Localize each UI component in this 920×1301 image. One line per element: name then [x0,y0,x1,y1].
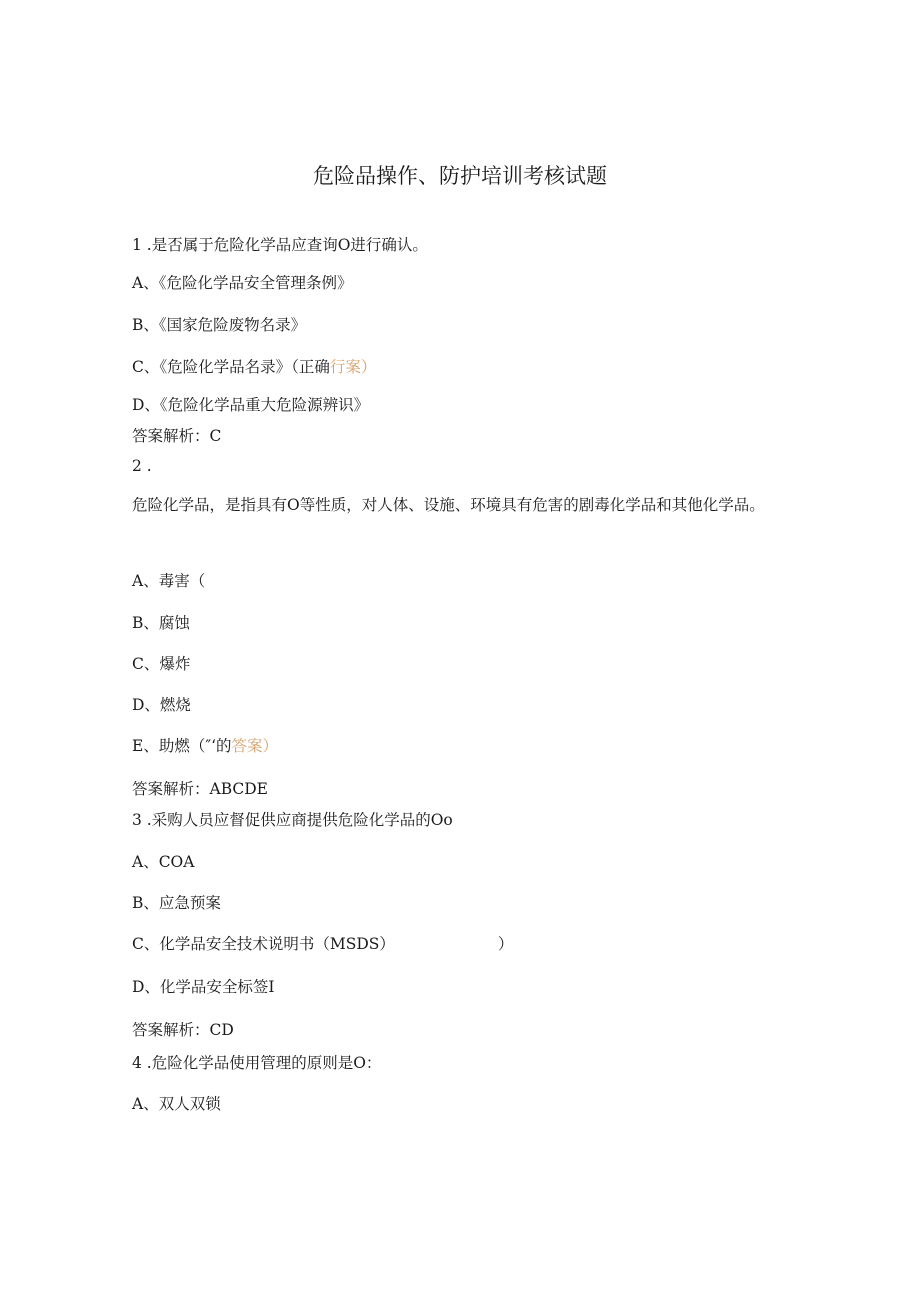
question-3-option-b: B、应急预案 [132,894,221,912]
question-2-option-c: C、爆炸 [132,655,191,673]
question-2-answer: 答案解析：ABCDE [132,780,268,798]
question-4-option-a: A、双人双锁 [132,1095,221,1113]
question-3-option-a: A、COA [132,853,195,871]
question-2-option-a: A、毒害（ [132,572,206,590]
question-2-option-e-accent: 答案） [231,737,279,755]
question-3-answer: 答案解析：CD [132,1021,234,1039]
question-2-option-d: D、燃烧 [132,696,191,714]
question-1-option-a: A、《危险化学品安全管理条例》 [132,274,353,292]
question-2-body: 危险化学品，是指具有O等性质，对人体、设施、环境具有危害的剧毒化学品和其他化学品。 [132,496,765,514]
question-1-option-c-text: C、《危险化学品名录》（正确 [132,358,330,376]
question-4-stem: 4 .危险化学品使用管理的原则是O： [132,1054,382,1072]
question-3-stem: 3 .采购人员应督促供应商提供危险化学品的Oo [132,811,453,829]
question-3-option-c [132,932,513,954]
question-3-option-c-tail: ） [497,935,514,953]
question-2-option-e [132,734,278,756]
question-1-option-c-accent: 行案） [329,358,377,376]
question-1-option-d: D、《危险化学品重大危险源辨识》 [132,396,370,414]
question-2-option-e-text: E、助燃（″‘的 [132,737,232,755]
question-3-option-d: D、化学品安全标签I [132,978,275,996]
question-2-stem: 2 . [132,457,152,475]
question-1-option-c [132,355,376,377]
question-3-option-c-text: C、化学品安全技术说明书（MSDS） [132,935,395,953]
question-2-option-b: B、腐蚀 [132,614,190,632]
document-title: 危险品操作、防护培训考核试题 [313,164,607,188]
question-1-stem: 1 .是否属于危险化学品应查询O进行确认。 [132,236,428,254]
question-1-answer: 答案解析：C [132,427,222,445]
question-1-option-b: B、《国家危险废物名录》 [132,316,307,334]
